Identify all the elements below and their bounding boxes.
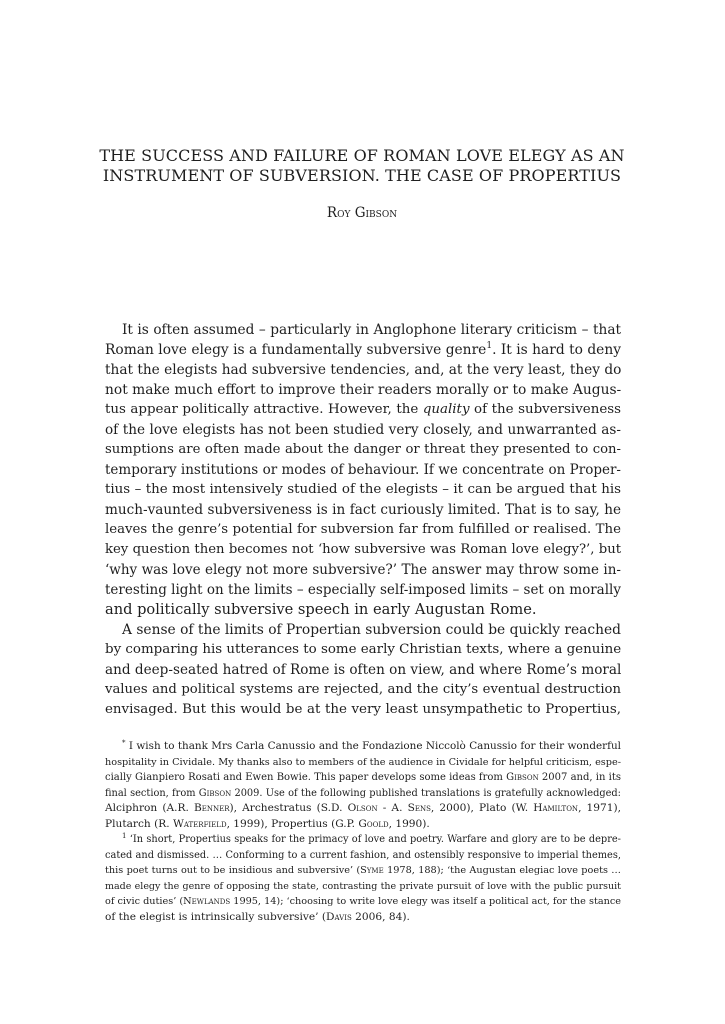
paragraph xyxy=(105,320,621,620)
footnote-line: cated and dismissed. … Conforming to a current fashion, and ostensibly responsive to imperial themes, xyxy=(105,849,621,861)
text-line: Roman love elegy is a fundamentally subversive genre$^1$. It is hard to deny xyxy=(105,341,621,358)
title-line: THE SUCCESS AND FAILURE OF ROMAN LOVE ELEGY AS AN xyxy=(99,146,625,165)
text-line: temporary institutions or modes of behaviour. If we concentrate on Proper- xyxy=(105,462,621,478)
paragraph xyxy=(105,620,621,720)
text-line: A sense of the limits of Propertian subversion could be quickly reached xyxy=(122,622,622,638)
text-line: of the love elegists has not been studied very closely, and unwarranted as- xyxy=(105,422,621,438)
text-line: that the elegists had subversive tendencies, and, at the very least, they do xyxy=(105,362,622,378)
footnote-line: this poet turns out to be insidious and subversive’ (Syme 1978, 188); ‘the Augustan elegiac love poets … xyxy=(105,865,621,876)
text-line: not make much effort to improve their readers morally or to make Augus- xyxy=(105,382,622,398)
article-title xyxy=(96,146,628,186)
footnote-line: of civic duties’ (Newlands 1995, 14); ‘choosing to write love elegy was itself a political act, for the stance xyxy=(105,896,622,907)
footnote-line: Plutarch (R. Waterfield, 1999), Propertius (G.P. Goold, 1990). xyxy=(105,817,430,830)
text-line: and deep-seated hatred of Rome is often on view, and where Rome’s moral xyxy=(105,662,622,678)
text-line: envisaged. But this would be at the very least unsympathetic to Propertius, xyxy=(105,702,621,717)
title-line: INSTRUMENT OF SUBVERSION. THE CASE OF PROPERTIUS xyxy=(102,166,622,185)
footnote-line: final section, from Gibson 2009. Use of the following published translations is gratefully acknowledged: xyxy=(105,787,621,799)
footnote-line: Alciphron (A.R. Benner), Archestratus (S.D. Olson - A. Sens, 2000), Plato (W. Hamilton, 1971), xyxy=(105,802,622,814)
footnote-marker: 1 xyxy=(122,832,127,840)
text-line: much-vaunted subversiveness is in fact curiously limited. That is to say, he xyxy=(105,502,621,518)
text-line: It is often assumed – particularly in Anglophone literary criticism – that xyxy=(122,322,621,338)
text-line: teresting light on the limits – especially self-imposed limits – set on morally xyxy=(105,582,621,598)
footnote-line: made elegy the genre of opposing the state, contrasting the private pursuit of love with the public pursuit xyxy=(105,880,621,892)
footnote-ref-1[interactable]: 1 xyxy=(486,341,493,351)
text-line: and politically subversive speech in early Augustan Rome. xyxy=(105,601,537,618)
footnote-line: * I wish to thank Mrs Carla Canussio and the Fondazione Niccolò Canussio for their wonderful xyxy=(122,739,621,752)
text-line: leaves the genre’s potential for subversion far from fulfilled or realised. The xyxy=(105,522,621,537)
text-line: key question then becomes not ‘how subversive was Roman love elegy?’, but xyxy=(105,542,621,557)
text-line: ‘why was love elegy not more subversive?’ The answer may throw some in- xyxy=(105,562,621,578)
footnotes xyxy=(105,739,621,925)
footnote-marker: * xyxy=(122,739,126,747)
author-name: Roy Gibson xyxy=(326,205,398,221)
footnote-line: hospitality in Cividale. My thanks also to members of the audience in Cividale for helpful criticism, espe- xyxy=(105,756,621,768)
text-line: sumptions are often made about the danger or threat they presented to con- xyxy=(105,442,621,457)
emphasis-quality: quality xyxy=(422,402,470,417)
footnote-line: cially Gianpiero Rosati and Ewen Bowie. This paper develops some ideas from Gibson 2007 and, in its xyxy=(105,772,621,783)
footnote-star xyxy=(105,739,621,832)
footnote-line: $^1$ ‘In short, Propertius speaks for the primacy of love and poetry. Warfare and glory are to be depre- xyxy=(122,832,621,845)
text-line: tius – the most intensively studied of the elegists – it can be argued that his xyxy=(105,482,621,497)
footnote-1 xyxy=(105,832,621,925)
text-line: values and political systems are rejected, and the city’s eventual destruction xyxy=(105,682,621,697)
body-text xyxy=(105,320,621,720)
footnote-line: of the elegist is intrinsically subversive’ (Davis 2006, 84). xyxy=(105,910,410,923)
text-line: by comparing his utterances to some early Christian texts, where a genuine xyxy=(105,642,622,657)
text-line: tus appear politically attractive. However, the quality of the subversiveness xyxy=(105,402,621,417)
